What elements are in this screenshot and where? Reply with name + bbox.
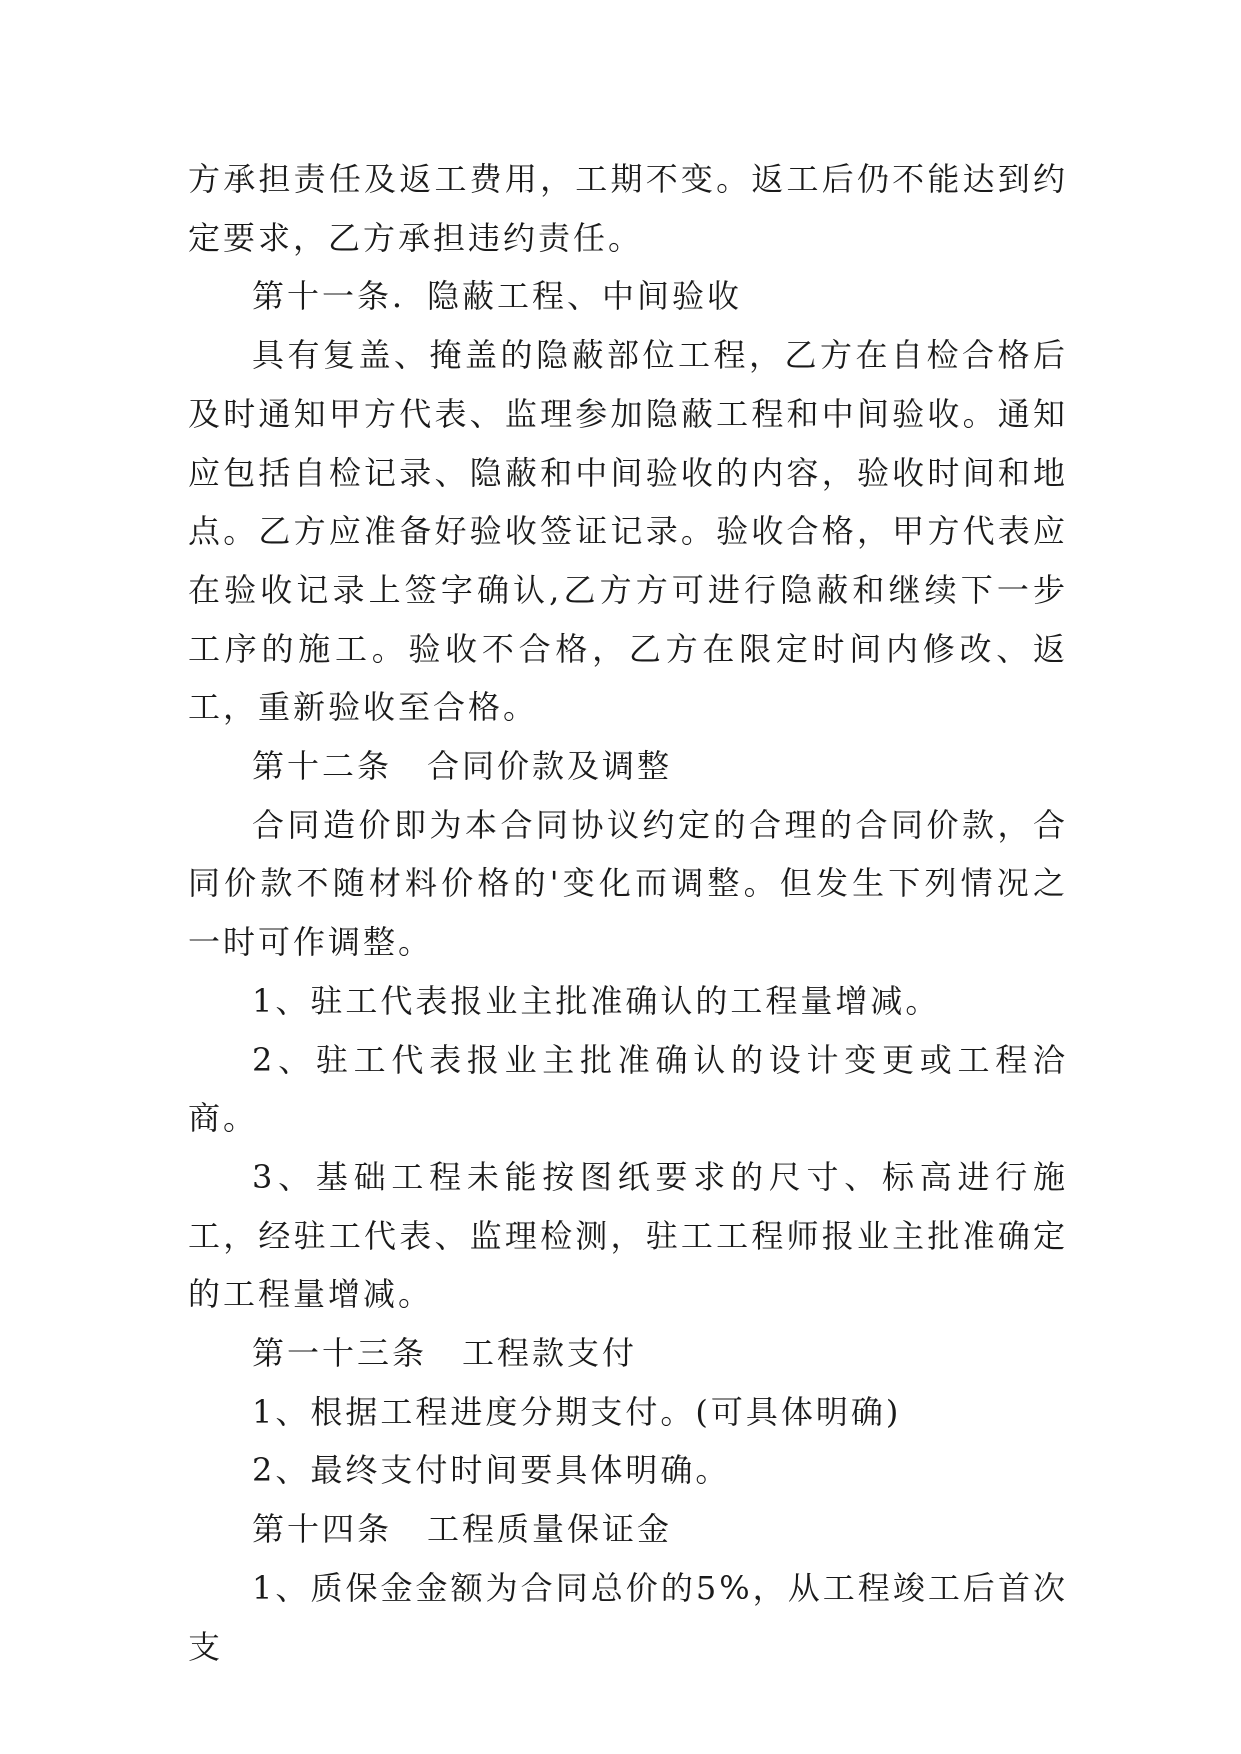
article-12-body: 合同造价即为本合同协议约定的合理的合同价款，合同价款不随材料价格的'变化而调整。但发生下列情况之一时可作调整。 <box>188 805 1068 962</box>
article-12-item-2: 2、驻工代表报业主批准确认的设计变更或工程洽商。 <box>188 1040 1068 1138</box>
paragraph-continuation: 方承担责任及返工费用，工期不变。返工后仍不能达到约定要求，乙方承担违约责任。 <box>188 160 1068 257</box>
article-13-heading: 第一十三条 工程款支付 <box>252 1334 638 1373</box>
article-14-item-1: 1、质保金金额为合同总价的5%，从工程竣工后首次支 <box>188 1568 1068 1666</box>
article-12-item-1: 1、驻工代表报业主批准确认的工程量增减。 <box>252 981 941 1020</box>
article-14-heading: 第十四条 工程质量保证金 <box>252 1510 673 1549</box>
article-12-item-3: 3、基础工程未能按图纸要求的尺寸、标高进行施工，经驻工代表、监理检测，驻工工程师报业主批准确定的工程量增减。 <box>188 1157 1068 1314</box>
article-11-body: 具有复盖、掩盖的隐蔽部位工程，乙方在自检合格后及时通知甲方代表、监理参加隐蔽工程和中间验收。通知应包括自检记录、隐蔽和中间验收的内容，验收时间和地点。乙方应准备好验收签证记录。验收合格，甲方代表应在验收记录上签字确认,乙方方可进行隐蔽和继续下一步工序的施工。验收不合格，乙方在限定时间内修改、返工，重新验收至合格。 <box>188 336 1068 727</box>
document-body <box>188 150 1068 1676</box>
article-13-item-1: 1、根据工程进度分期支付。(可具体明确) <box>252 1392 902 1431</box>
article-11-heading: 第十一条．隐蔽工程、中间验收 <box>252 277 743 316</box>
article-13-item-2: 2、最终支付时间要具体明确。 <box>252 1451 731 1490</box>
article-12-heading: 第十二条 合同价款及调整 <box>252 747 673 786</box>
